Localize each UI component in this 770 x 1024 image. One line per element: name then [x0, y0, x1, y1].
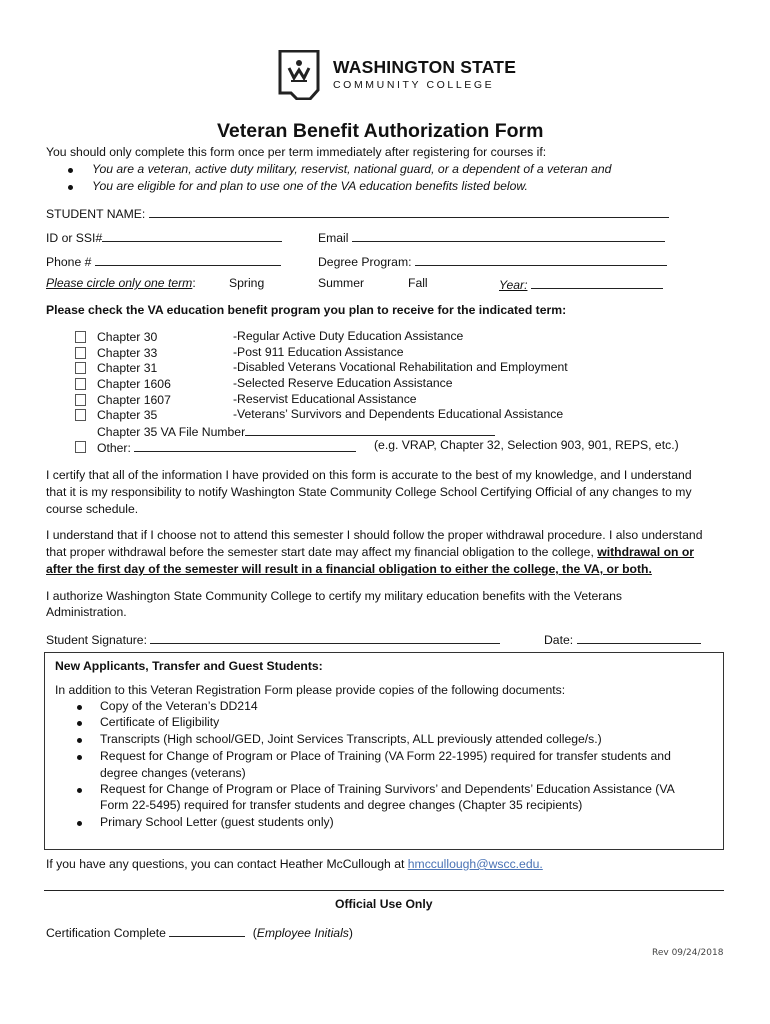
page-title: Veteran Benefit Authorization Form [217, 120, 544, 142]
divider [44, 890, 724, 891]
id-field[interactable] [46, 229, 282, 245]
chapter-35-checkbox[interactable] [75, 409, 86, 421]
file-number-line[interactable] [245, 423, 495, 436]
doc-item-form-1995-cont: degree changes (veterans) [100, 766, 246, 780]
chapter-1606-checkbox[interactable] [75, 378, 86, 390]
intro-text: You should only complete this form once per term immediately after registering for courses if: [46, 145, 547, 159]
student-name-label: STUDENT NAME: [46, 207, 146, 221]
chapter-1607-desc: -Reservist Educational Assistance [233, 392, 417, 406]
certification-complete-field[interactable] [46, 924, 353, 940]
term-summer[interactable]: Summer [318, 276, 365, 290]
email-line[interactable] [352, 229, 665, 242]
official-use-heading: Official Use Only [335, 897, 433, 911]
bullet-icon [77, 821, 82, 826]
new-applicants-intro: In addition to this Veteran Registration Form please provide copies of the following documents: [55, 683, 566, 697]
date-field[interactable] [544, 631, 701, 647]
certify-p1-l2: that it is my responsibility to notify Washington State Community College School Certifying Official of any changes to my [46, 485, 692, 499]
term-fall[interactable]: Fall [408, 276, 428, 290]
bullet-icon [68, 185, 73, 190]
contact-text: If you have any questions, you can contact Heather McCullough at [46, 857, 408, 871]
revision-date: Rev 09/24/2018 [652, 948, 724, 958]
other-example: (e.g. VRAP, Chapter 32, Selection 903, 901, REPS, etc.) [374, 438, 679, 452]
certify-p3-l1: I authorize Washington State Community College to certify my military education benefits with the Veterans [46, 589, 623, 603]
chapter-1607-checkbox[interactable] [75, 394, 86, 406]
doc-item-transcripts: Transcripts (High school/GED, Joint Services Transcripts, ALL previously attended college/s.) [100, 732, 602, 746]
chapter-31-checkbox[interactable] [75, 362, 86, 374]
college-name: WASHINGTON STATE [333, 57, 517, 77]
term-label-colon: : [192, 276, 196, 290]
doc-item-dd214: Copy of the Veteran’s DD214 [100, 699, 258, 713]
certify-p2-l2 [46, 545, 694, 559]
bullet-icon [68, 168, 73, 173]
term-instruction [46, 276, 196, 290]
student-name-field[interactable] [46, 205, 669, 221]
chapter-35-desc: -Veterans’ Survivors and Dependents Educational Assistance [233, 407, 564, 421]
year-field[interactable] [499, 276, 663, 292]
degree-line[interactable] [415, 253, 667, 266]
contact-line [46, 857, 543, 871]
contact-email-link[interactable]: hmccullough@wscc.edu. [407, 857, 543, 871]
signature-line[interactable] [150, 631, 500, 644]
phone-label: Phone # [46, 255, 92, 269]
other-label: Other: [97, 441, 131, 455]
term-label: Please circle only one term [46, 276, 193, 290]
email-label: Email [318, 231, 349, 245]
bullet-icon [77, 721, 82, 726]
signature-label: Student Signature: [46, 633, 147, 647]
certification-complete-label: Certification Complete [46, 926, 166, 940]
date-line[interactable] [577, 631, 701, 644]
chapter-1606-label: Chapter 1606 [97, 377, 171, 391]
email-field[interactable] [318, 229, 665, 245]
bullet-icon [77, 738, 82, 743]
employee-initials-text: Employee Initials [256, 926, 349, 940]
year-label: Year: [499, 278, 528, 292]
chapter-33-checkbox[interactable] [75, 347, 86, 359]
certify-p1-l3: course schedule. [46, 502, 139, 516]
chapter-30-label: Chapter 30 [97, 330, 158, 344]
certify-p2-l2-text: that proper withdrawal before the semester start date may affect my financial obligation to the college, [46, 545, 598, 559]
id-label: ID or SSI# [46, 231, 103, 245]
date-label: Date: [544, 633, 574, 647]
chapter-31-desc: -Disabled Veterans Vocational Rehabilitation and Employment [233, 360, 568, 374]
intro-bullet-2: You are eligible for and plan to use one of the VA education benefits listed below. [92, 179, 528, 193]
wscc-logo-icon [277, 50, 321, 100]
other-checkbox[interactable] [75, 441, 86, 453]
chapter-1607-label: Chapter 1607 [97, 393, 171, 407]
chapter-33-desc: -Post 911 Education Assistance [233, 345, 404, 359]
chapter-33-label: Chapter 33 [97, 346, 158, 360]
chapter-1606-desc: -Selected Reserve Education Assistance [233, 376, 453, 390]
certify-p2-l1: I understand that if I choose not to attend this semester I should follow the proper withdrawal procedure. I also understand [46, 528, 703, 542]
benefits-heading: Please check the VA education benefit program you plan to receive for the indicated term: [46, 303, 567, 317]
signature-field[interactable] [46, 631, 500, 647]
chapter-30-desc: -Regular Active Duty Education Assistance [233, 329, 464, 343]
doc-item-form-5495: Request for Change of Program or Place of Training Survivors’ and Dependents’ Education Assistance (VA [100, 782, 675, 796]
year-line[interactable] [531, 276, 663, 289]
file-number-label: Chapter 35 VA File Number [97, 425, 246, 439]
certify-p1-l1: I certify that all of the information I have provided on this form is accurate to the best of my knowledge, and I understand [46, 468, 692, 482]
employee-initials: (Employee Initials) [252, 926, 353, 940]
other-field[interactable] [97, 439, 356, 455]
bullet-icon [77, 788, 82, 793]
certify-p2-l2-bold: withdrawal on or [597, 545, 695, 559]
college-subtitle: COMMUNITY COLLEGE [333, 79, 495, 91]
bullet-icon [77, 705, 82, 710]
doc-item-form-1995: Request for Change of Program or Place of Training (VA Form 22-1995) required for transfer students and [100, 749, 671, 763]
phone-field[interactable] [46, 253, 281, 269]
new-applicants-heading: New Applicants, Transfer and Guest Students: [55, 659, 323, 673]
doc-item-school-letter: Primary School Letter (guest students only) [100, 815, 334, 829]
student-name-line[interactable] [149, 205, 669, 218]
phone-line[interactable] [95, 253, 281, 266]
doc-item-eligibility: Certificate of Eligibility [100, 715, 220, 729]
intro-bullet-1: You are a veteran, active duty military, reservist, national guard, or a dependent of a veteran and [92, 162, 612, 176]
certify-p3-l2: Administration. [46, 605, 127, 619]
bullet-icon [77, 755, 82, 760]
chapter-30-checkbox[interactable] [75, 331, 86, 343]
term-spring[interactable]: Spring [229, 276, 265, 290]
chapter-35-label: Chapter 35 [97, 408, 158, 422]
certification-complete-line[interactable] [169, 924, 245, 937]
id-line[interactable] [102, 229, 282, 242]
certify-p2-l3: after the first day of the semester will result in a financial obligation to either the college, the VA, or both. [46, 562, 652, 576]
degree-label: Degree Program: [318, 255, 412, 269]
chapter-31-label: Chapter 31 [97, 361, 158, 375]
degree-field[interactable] [318, 253, 667, 269]
file-number-field[interactable] [97, 423, 495, 439]
doc-item-form-5495-cont: Form 22-5495) required for transfer students and degree changes (Chapter 35 recipients) [100, 798, 583, 812]
other-line[interactable] [134, 439, 356, 452]
